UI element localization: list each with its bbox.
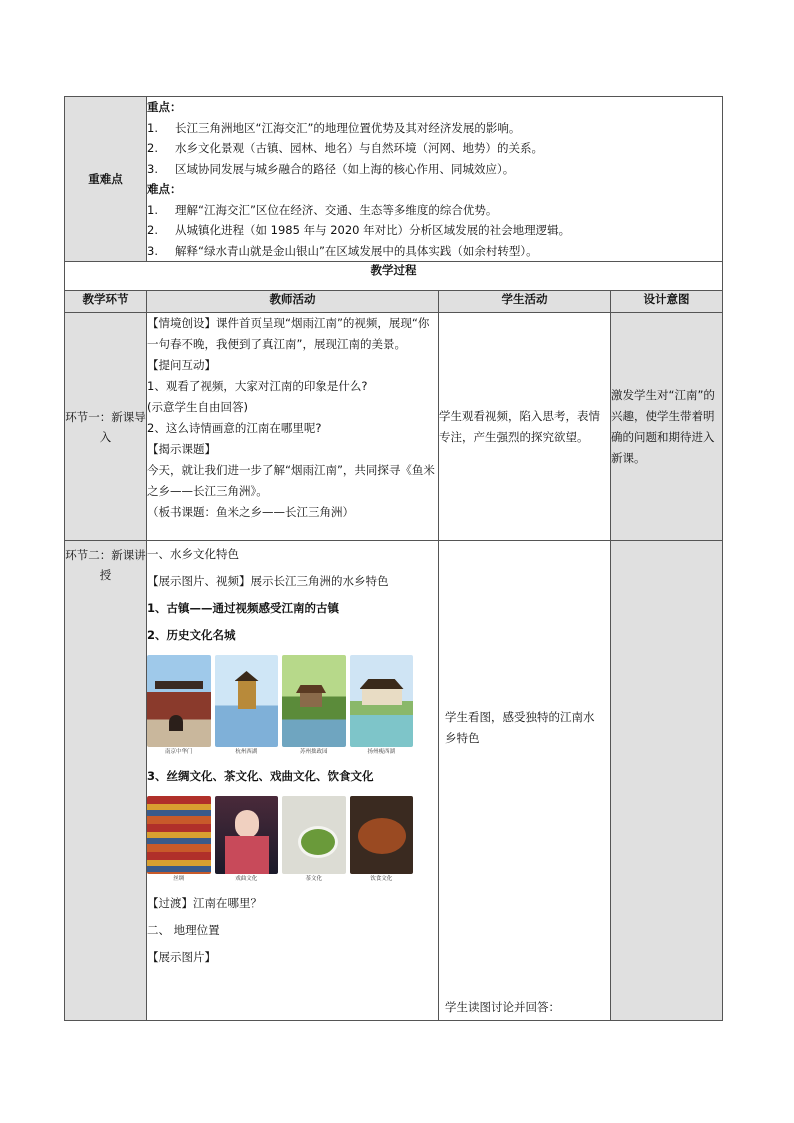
student-activity-1: 学生看图，感受独特的江南水乡特色 [445, 710, 595, 745]
cities-image-strip [147, 655, 413, 757]
culture-photo: 饮食文化 [350, 796, 414, 884]
difficulty-item: 2. 从城镇化进程（如 1985 年与 2020 年对比）分析区域发展的社会地理逻辑。 [147, 223, 571, 237]
header-teacher: 教师活动 [147, 291, 439, 313]
culture-photo: 丝绸 [147, 796, 211, 884]
culture-image-strip [147, 796, 413, 884]
city-photo: 南京中华门 [147, 655, 211, 757]
teacher-line: 【展示图片】 [147, 950, 216, 964]
section1-row [65, 313, 723, 541]
teacher-line: 【展示图片、视频】展示长江三角洲的水乡特色 [147, 574, 389, 588]
header-student: 学生活动 [439, 291, 611, 313]
teacher-line: 【过渡】江南在哪里？ [147, 896, 262, 910]
process-title: 教学过程 [65, 262, 723, 291]
section2-student [439, 541, 611, 1021]
teacher-line: 1、古镇——通过视频感受江南的古镇 [147, 601, 339, 615]
teacher-line: 【揭示课题】 [147, 442, 216, 456]
difficulty-item: 3. 解释“绿水青山就是金山银山”在区域发展中的具体实践（如余村转型）。 [147, 243, 538, 258]
culture-photo: 戏曲文化 [215, 796, 279, 884]
city-photo: 扬州瘦西湖 [350, 655, 414, 757]
teacher-line: 【情境创设】课件首页呈现“烟雨江南”的视频，展现“你一句春不晚，我便到了真江南”，展现江南的美景。 [147, 316, 430, 351]
section1-teacher [147, 313, 439, 541]
teacher-line: （板书课题：鱼米之乡——长江三角洲） [147, 505, 354, 519]
header-intent: 设计意图 [611, 291, 723, 313]
culture-photo: 茶文化 [282, 796, 346, 884]
section1-student: 学生观看视频，陷入思考，表情专注，产生强烈的探究欲望。 [439, 313, 611, 541]
section2-stage: 环节二：新课讲授 [65, 541, 147, 1021]
section2-row [65, 541, 723, 1021]
key-points-label: 重难点 [65, 97, 147, 262]
focus-item: 3. 区域协同发展与城乡融合的路径（如上海的核心作用、同城效应）。 [147, 161, 515, 176]
teacher-line: 3、丝绸文化、茶文化、戏曲文化、饮食文化 [147, 769, 374, 783]
section2-teacher [147, 541, 439, 1021]
focus-heading: 重点： [147, 100, 182, 114]
teacher-line: (示意学生自由回答) [147, 400, 248, 414]
focus-item: 2. 水乡文化景观（古镇、园林、地名）与自然环境（河网、地势）的关系。 [147, 141, 543, 155]
section1-stage: 环节一：新课导入 [65, 313, 147, 541]
teacher-line: 1、观看了视频，大家对江南的印象是什么? [147, 379, 368, 393]
teacher-line: 二、 地理位置 [147, 923, 220, 937]
table-header-row [65, 291, 723, 313]
teacher-line: 【提问互动】 [147, 358, 216, 372]
focus-item: 1. 长江三角洲地区“江海交汇”的地理位置优势及其对经济发展的影响。 [147, 120, 521, 135]
key-points-content [147, 97, 723, 262]
section2-intent [611, 541, 723, 1021]
process-title-row [65, 262, 723, 291]
section1-intent: 激发学生对“江南”的兴趣，使学生带着明确的问题和期待进入新课。 [611, 313, 723, 541]
difficulty-item: 1. 理解“江海交汇”区位在经济、交通、生态等多维度的综合优势。 [147, 202, 498, 217]
key-points-row [65, 97, 723, 262]
lesson-plan-table [64, 96, 723, 1021]
header-stage: 教学环节 [65, 291, 147, 313]
difficulty-heading: 难点： [147, 182, 182, 196]
teacher-line: 今天，就让我们进一步了解“烟雨江南”，共同探寻《鱼米之乡——长江三角洲》。 [147, 463, 435, 498]
city-photo: 杭州西湖 [215, 655, 279, 757]
student-activity-2: 学生读图讨论并回答： [445, 1000, 560, 1014]
teacher-line: 2、这么诗情画意的江南在哪里呢? [147, 421, 322, 435]
teacher-line: 一、水乡文化特色 [147, 547, 239, 561]
city-photo: 苏州拙政园 [282, 655, 346, 757]
teacher-line: 2、历史文化名城 [147, 628, 236, 642]
